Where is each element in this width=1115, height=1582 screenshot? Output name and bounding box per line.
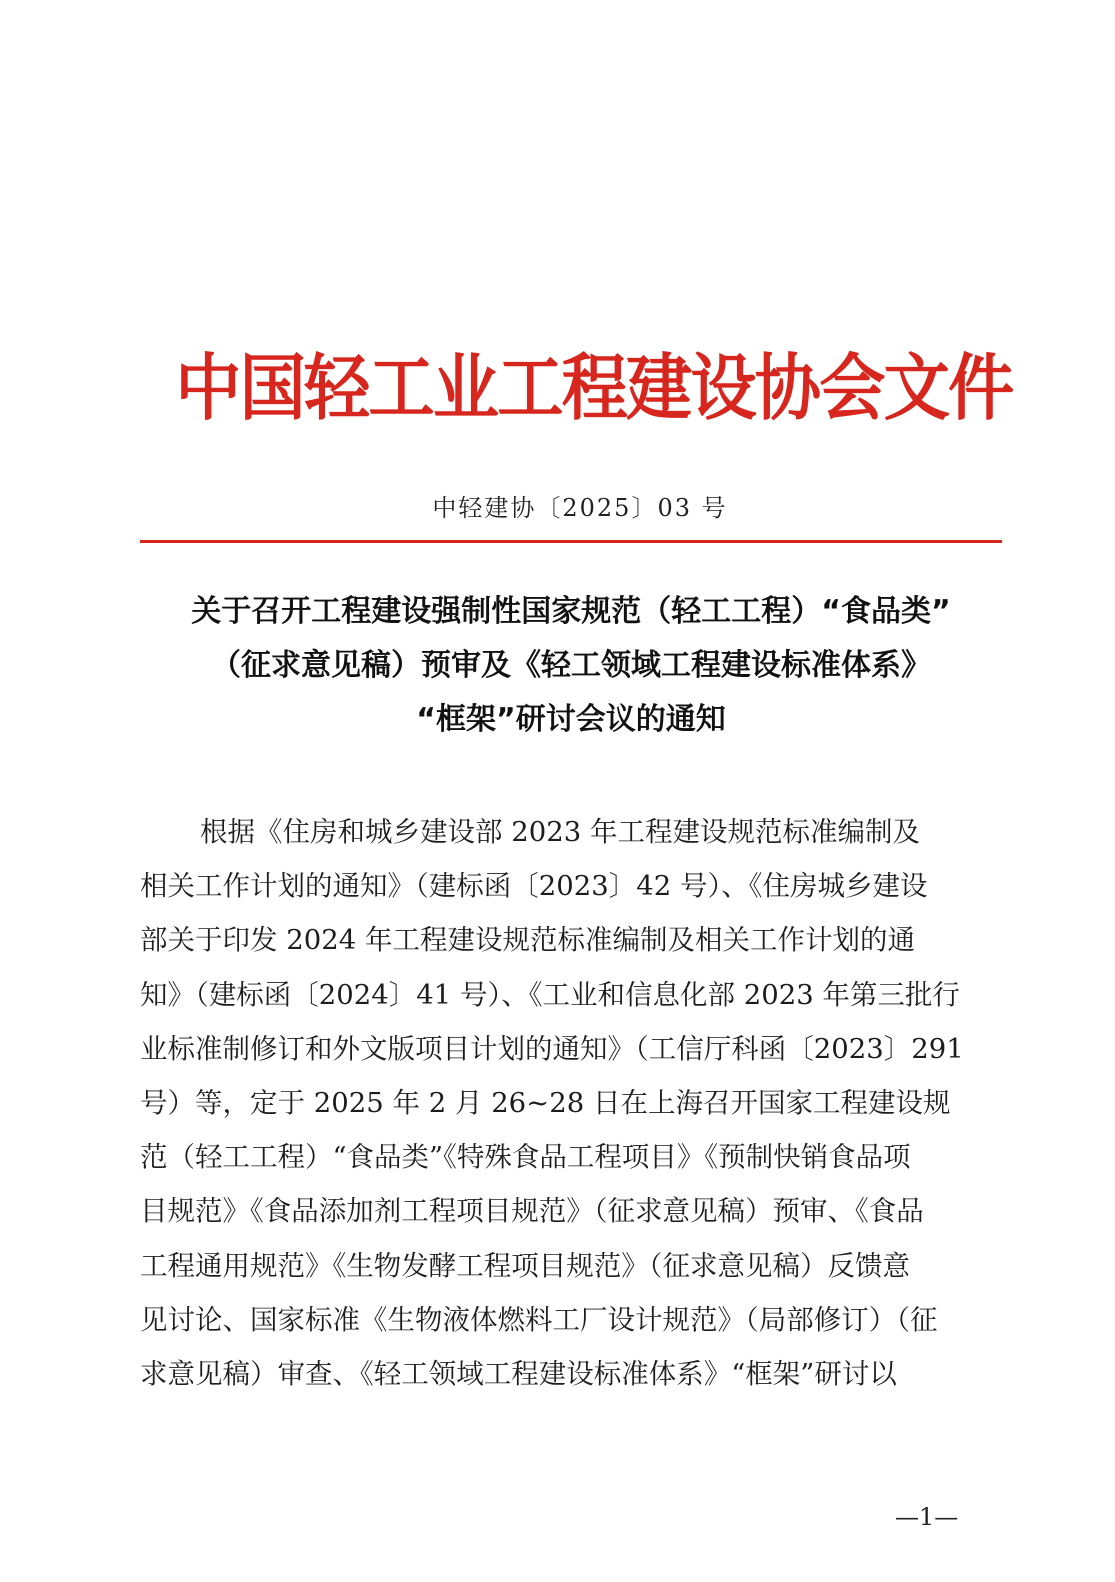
title-line: （征求意见稿）预审及《轻工领域工程建设标准体系》 [211, 648, 931, 683]
body-line: 知》（建标函〔2024〕41 号）、《工业和信息化部 2023 年第三批行 [140, 978, 960, 1011]
notice-title [140, 585, 1002, 747]
body-line: 目规范》《食品添加剂工程项目规范》（征求意见稿）预审、《食品 [140, 1195, 924, 1228]
body-line: 部关于印发 2024 年工程建设规范标准编制及相关工作计划的通 [140, 924, 915, 957]
document-number: 中轻建协〔2025〕03 号 [432, 494, 728, 522]
red-divider-line [140, 540, 1002, 543]
body-line: 范（轻工工程）“食品类”《特殊食品工程项目》《预制快销食品项 [140, 1141, 911, 1174]
body-line: 求意见稿）审查、《轻工领域工程建设标准体系》“框架”研讨以 [140, 1358, 897, 1391]
body-line: 见讨论、国家标准《生物液体燃料工厂设计规范》（局部修订）（征 [140, 1303, 938, 1336]
body-line: 根据《住房和城乡建设部 2023 年工程建设规范标准编制及 [200, 816, 920, 848]
title-line: “框架”研讨会议的通知 [416, 702, 726, 737]
page-number: —1— [895, 1503, 959, 1531]
body-line: 号）等，定于 2025 年 2 月 26~28 日在上海召开国家工程建设规 [140, 1087, 951, 1120]
title-line: 关于召开工程建设强制性国家规范（轻工工程）“食品类” [191, 594, 951, 629]
body-line: 工程通用规范》《生物发酵工程项目规范》（征求意见稿）反馈意 [140, 1249, 910, 1282]
body-text [140, 805, 985, 1401]
body-line: 相关工作计划的通知》（建标函〔2023〕42 号）、《住房城乡建设 [140, 870, 928, 903]
body-line: 业标准制修订和外文版项目计划的通知》（工信厅科函〔2023〕291 [140, 1032, 964, 1065]
masthead: 中国轻工业工程建设协会文件 [175, 346, 1013, 430]
